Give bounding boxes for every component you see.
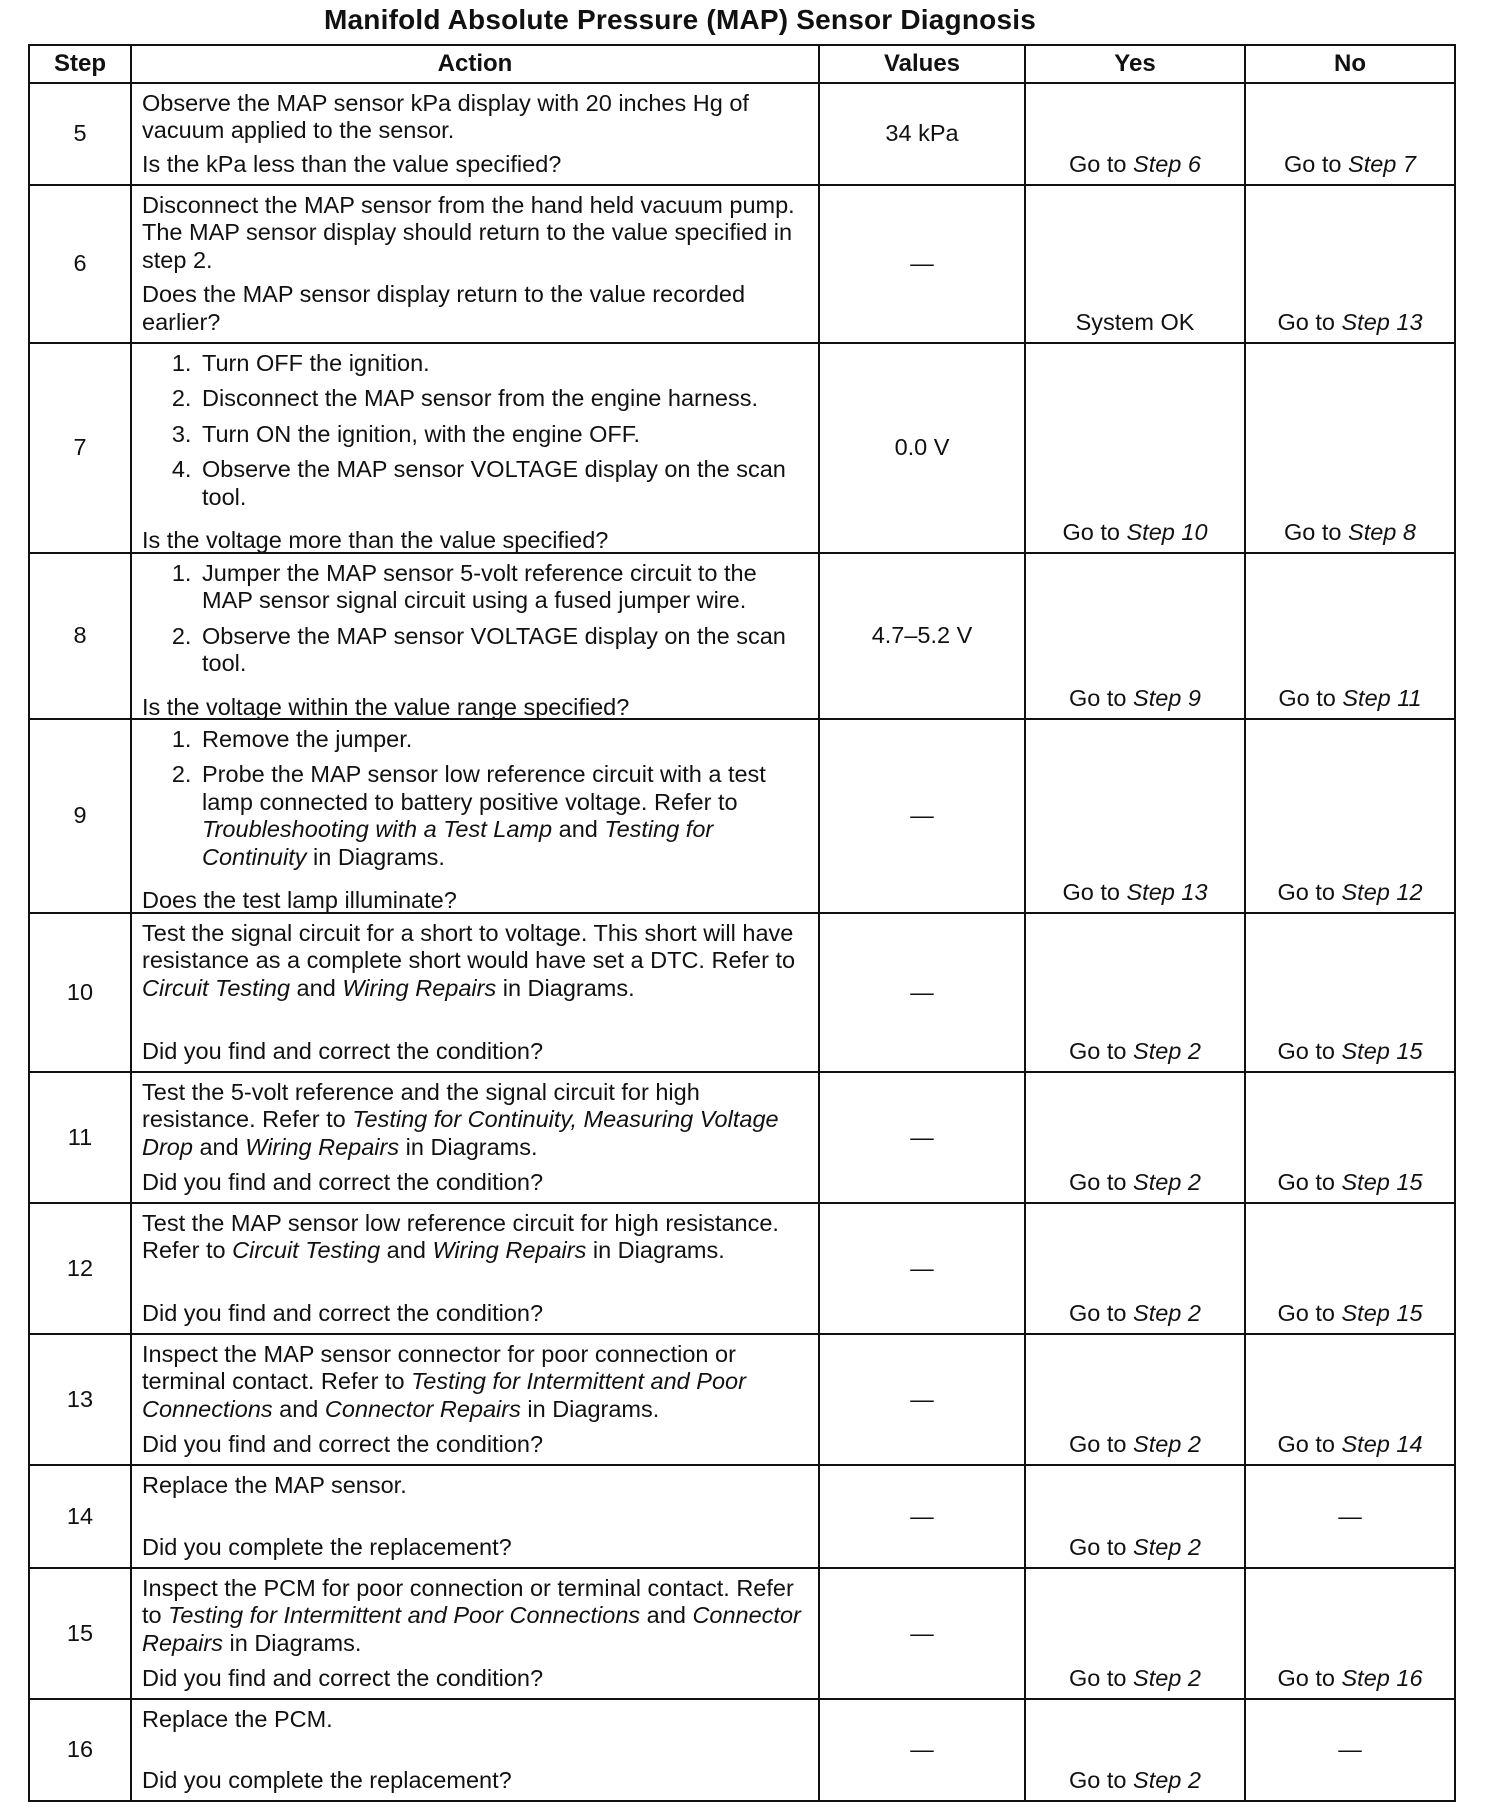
column-header-action: Action — [131, 45, 819, 83]
action-question: Does the test lamp illuminate? — [142, 887, 457, 914]
action-text: Observe the MAP sensor kPa display with 20 inches Hg of vacuum applied to the sensor. — [142, 90, 749, 144]
action-question: Did you complete the replacement? — [142, 1766, 512, 1793]
yes-cell — [1025, 1072, 1245, 1203]
action-text-part: Inspect the MAP sensor connector for poor connection or terminal contact. Refer to — [142, 1341, 736, 1395]
no-prefix: Go to — [1277, 308, 1342, 335]
action-cell — [131, 1568, 819, 1699]
value-cell: — — [819, 1334, 1025, 1465]
action-question: Did you find and correct the condition? — [142, 1430, 544, 1457]
action-question: Does the MAP sensor display return to the value recorded earlier? — [142, 281, 746, 335]
action-question: Did you find and correct the condition? — [142, 1299, 544, 1326]
no-step-link[interactable]: Step 13 — [1341, 308, 1423, 335]
yes-step-link[interactable]: Step 2 — [1133, 1533, 1201, 1560]
action-text-part: Test the 5-volt reference and the signal circuit for high resistance. Refer to — [142, 1079, 700, 1133]
no-prefix: Go to — [1277, 1430, 1342, 1457]
action-cell — [131, 343, 819, 553]
yes-step-link[interactable]: Step 13 — [1126, 878, 1208, 905]
reference-link[interactable]: Testing for Continuity, Measuring Voltage Drop — [142, 1106, 779, 1160]
step-number: 15 — [29, 1568, 131, 1699]
step-number: 12 — [29, 1203, 131, 1334]
action-text-part: in Diagrams. — [399, 1133, 538, 1160]
action-text: Replace the MAP sensor. — [142, 1472, 407, 1498]
table-row — [29, 1334, 1455, 1465]
yes-prefix: Go to — [1062, 518, 1127, 545]
yes-prefix: Go to — [1069, 1168, 1134, 1195]
value-cell: — — [819, 1465, 1025, 1568]
action-cell — [131, 83, 819, 185]
no-step-link[interactable]: Step 15 — [1341, 1299, 1423, 1326]
action-text-part: in Diagrams. — [520, 1395, 660, 1422]
yes-cell — [1025, 913, 1245, 1072]
column-header-values: Values — [819, 45, 1025, 83]
action-text-part: and — [640, 1602, 693, 1629]
reference-link[interactable]: Testing for Intermittent and Poor Connections — [142, 1368, 746, 1422]
action-text: Disconnect the MAP sensor from the hand held vacuum pump. The MAP sensor display should return to the value specified in step 2. — [142, 192, 795, 273]
action-text-part: and — [290, 974, 343, 1001]
step-number: 7 — [29, 343, 131, 553]
diagnosis-table — [28, 44, 1456, 1802]
no-cell — [1245, 185, 1455, 343]
action-text-part: and — [380, 1237, 433, 1264]
action-text-part: and — [192, 1133, 246, 1160]
yes-step-link[interactable]: Step 2 — [1133, 1430, 1201, 1457]
no-cell — [1245, 1334, 1455, 1465]
no-prefix: Go to — [1277, 878, 1342, 905]
action-cell — [131, 1699, 819, 1801]
action-cell — [131, 913, 819, 1072]
value-cell: 0.0 V — [819, 343, 1025, 553]
table-row — [29, 1699, 1455, 1801]
yes-cell — [1025, 719, 1245, 913]
yes-cell — [1025, 1568, 1245, 1699]
yes-step-link[interactable]: Step 10 — [1126, 518, 1208, 545]
list-item: 4. Observe the MAP sensor VOLTAGE display on the scan tool. — [198, 456, 808, 511]
action-text: Replace the PCM. — [142, 1706, 333, 1732]
step-number: 10 — [29, 913, 131, 1072]
value-cell: 34 kPa — [819, 83, 1025, 185]
no-prefix: Go to — [1277, 1664, 1342, 1691]
value-cell: — — [819, 1203, 1025, 1334]
no-step-link[interactable]: Step 12 — [1341, 878, 1423, 905]
action-cell — [131, 1203, 819, 1334]
yes-prefix: Go to — [1069, 1533, 1134, 1560]
value-cell: — — [819, 1568, 1025, 1699]
reference-link[interactable]: Connector Repairs — [324, 1395, 521, 1422]
no-prefix: Go to — [1277, 1037, 1342, 1064]
yes-step-link[interactable]: Step 2 — [1133, 1168, 1201, 1195]
table-row — [29, 1465, 1455, 1568]
list-text: in Diagrams. — [306, 843, 445, 870]
no-cell — [1245, 1568, 1455, 1699]
step-number: 8 — [29, 553, 131, 719]
yes-prefix: Go to — [1069, 684, 1134, 711]
no-cell: — — [1245, 1465, 1455, 1568]
reference-link[interactable]: Testing for Intermittent and Poor Connections — [168, 1602, 641, 1629]
no-step-link[interactable]: Step 11 — [1342, 684, 1422, 711]
value-cell: — — [819, 913, 1025, 1072]
yes-prefix: Go to — [1069, 1299, 1134, 1326]
column-header-no: No — [1245, 45, 1455, 83]
action-cell — [131, 1465, 819, 1568]
no-step-link[interactable]: Step 7 — [1348, 150, 1416, 177]
action-question: Is the voltage more than the value specified? — [142, 527, 609, 554]
no-prefix: Go to — [1284, 150, 1349, 177]
table-row — [29, 1568, 1455, 1699]
no-cell: — — [1245, 1699, 1455, 1801]
table-row — [29, 1072, 1455, 1203]
list-item: 1. Remove the jumper. — [198, 726, 808, 753]
yes-prefix: Go to — [1069, 150, 1134, 177]
value-cell: — — [819, 1072, 1025, 1203]
yes-cell — [1025, 83, 1245, 185]
yes-prefix: Go to — [1062, 878, 1127, 905]
list-item: 3. Turn ON the ignition, with the engine OFF. — [198, 421, 808, 448]
step-number: 11 — [29, 1072, 131, 1203]
yes-step-link[interactable]: Step 2 — [1133, 1664, 1201, 1691]
no-cell — [1245, 913, 1455, 1072]
no-prefix: Go to — [1277, 1299, 1342, 1326]
reference-link[interactable]: Connector Repairs — [142, 1602, 801, 1656]
yes-cell — [1025, 343, 1245, 553]
action-cell — [131, 719, 819, 913]
step-number: 5 — [29, 83, 131, 185]
yes-step-link[interactable]: Step 2 — [1133, 1299, 1201, 1326]
no-step-link[interactable]: Step 14 — [1341, 1430, 1423, 1457]
action-question: Did you find and correct the condition? — [142, 1037, 544, 1064]
action-question: Did you complete the replacement? — [142, 1533, 512, 1560]
reference-link[interactable]: Wiring Repairs — [245, 1133, 400, 1160]
no-prefix: Go to — [1284, 518, 1349, 545]
yes-cell — [1025, 185, 1245, 343]
action-list — [142, 350, 808, 517]
action-cell — [131, 185, 819, 343]
action-cell — [131, 1072, 819, 1203]
yes-step-link[interactable]: Step 2 — [1133, 1766, 1201, 1793]
action-text — [142, 1210, 808, 1265]
action-text-part: Test the signal circuit for a short to voltage. This short will have resistance as a complete short would have set a DTC. Refer to — [142, 920, 796, 974]
action-text-part: in Diagrams. — [586, 1237, 725, 1264]
action-list — [142, 560, 808, 684]
table-row — [29, 719, 1455, 913]
action-text-part: Test the MAP sensor low reference circuit for high resistance. Refer to — [142, 1210, 779, 1264]
column-header-yes: Yes — [1025, 45, 1245, 83]
list-item: 1. Jumper the MAP sensor 5-volt reference circuit to the MAP sensor signal circuit using a fused jumper wire. — [198, 560, 808, 615]
no-cell — [1245, 1203, 1455, 1334]
step-number: 14 — [29, 1465, 131, 1568]
action-text-part: in Diagrams. — [496, 974, 635, 1001]
yes-cell — [1025, 1465, 1245, 1568]
yes-prefix: Go to — [1069, 1766, 1134, 1793]
page-title: Manifold Absolute Pressure (MAP) Sensor Diagnosis — [324, 4, 1036, 35]
list-text: Probe the MAP sensor low reference circuit with a test lamp connected to battery positive voltage. Refer to — [202, 761, 766, 815]
action-text — [142, 920, 808, 1002]
step-number: 9 — [29, 719, 131, 913]
step-number: 6 — [29, 185, 131, 343]
action-question: Is the voltage within the value range specified? — [142, 693, 630, 720]
yes-cell — [1025, 553, 1245, 719]
yes-cell — [1025, 1334, 1245, 1465]
value-cell: 4.7–5.2 V — [819, 553, 1025, 719]
action-question: Did you find and correct the condition? — [142, 1168, 544, 1195]
table-row — [29, 83, 1455, 185]
list-item: 2. Observe the MAP sensor VOLTAGE display on the scan tool. — [198, 623, 808, 678]
yes-prefix: Go to — [1069, 1430, 1134, 1457]
yes-prefix: Go to — [1069, 1664, 1134, 1691]
no-step-link[interactable]: Step 15 — [1341, 1168, 1423, 1195]
action-question: Did you find and correct the condition? — [142, 1664, 544, 1691]
yes-step-link[interactable]: Step 2 — [1133, 1037, 1201, 1064]
yes-step-link[interactable]: Step 9 — [1133, 684, 1201, 711]
no-cell — [1245, 719, 1455, 913]
yes-cell — [1025, 1203, 1245, 1334]
reference-link[interactable]: Testing for Continuity — [202, 816, 714, 870]
reference-link[interactable]: Wiring Repairs — [342, 974, 497, 1001]
no-step-link[interactable]: Step 16 — [1341, 1664, 1423, 1691]
table-row — [29, 343, 1455, 553]
action-text-part: and — [272, 1395, 325, 1422]
reference-link[interactable]: Circuit Testing — [232, 1237, 381, 1264]
action-text-part: Inspect the PCM for poor connection or terminal contact. Refer to — [142, 1575, 794, 1629]
action-cell — [131, 553, 819, 719]
no-cell — [1245, 553, 1455, 719]
action-cell — [131, 1334, 819, 1465]
value-cell: — — [819, 719, 1025, 913]
header-row — [29, 45, 1455, 83]
action-text — [142, 1079, 808, 1161]
table-row — [29, 1203, 1455, 1334]
yes-step-link[interactable]: Step 6 — [1133, 150, 1201, 177]
action-text — [142, 1575, 808, 1657]
no-cell — [1245, 343, 1455, 553]
action-text-part: in Diagrams. — [222, 1629, 362, 1656]
no-step-link[interactable]: Step 15 — [1341, 1037, 1423, 1064]
yes-prefix: System OK — [1075, 308, 1195, 335]
step-number: 16 — [29, 1699, 131, 1801]
list-text: and — [552, 816, 605, 843]
column-header-step: Step — [29, 45, 131, 83]
action-list — [142, 726, 808, 877]
action-question: Is the kPa less than the value specified? — [142, 150, 562, 177]
reference-link[interactable]: Circuit Testing — [142, 974, 291, 1001]
no-prefix: Go to — [1278, 684, 1343, 711]
reference-link[interactable]: Wiring Repairs — [432, 1237, 587, 1264]
table-row — [29, 185, 1455, 343]
list-item — [198, 761, 808, 871]
step-number: 13 — [29, 1334, 131, 1465]
no-prefix: Go to — [1277, 1168, 1342, 1195]
no-cell — [1245, 83, 1455, 185]
no-cell — [1245, 1072, 1455, 1203]
list-item: 1. Turn OFF the ignition. — [198, 350, 808, 377]
yes-cell — [1025, 1699, 1245, 1801]
no-step-link[interactable]: Step 8 — [1348, 518, 1416, 545]
yes-prefix: Go to — [1069, 1037, 1134, 1064]
value-cell: — — [819, 185, 1025, 343]
table-row — [29, 913, 1455, 1072]
value-cell: — — [819, 1699, 1025, 1801]
list-item: 2. Disconnect the MAP sensor from the engine harness. — [198, 385, 808, 412]
table-row — [29, 553, 1455, 719]
reference-link[interactable]: Troubleshooting with a Test Lamp — [202, 816, 553, 843]
action-text — [142, 1341, 808, 1423]
